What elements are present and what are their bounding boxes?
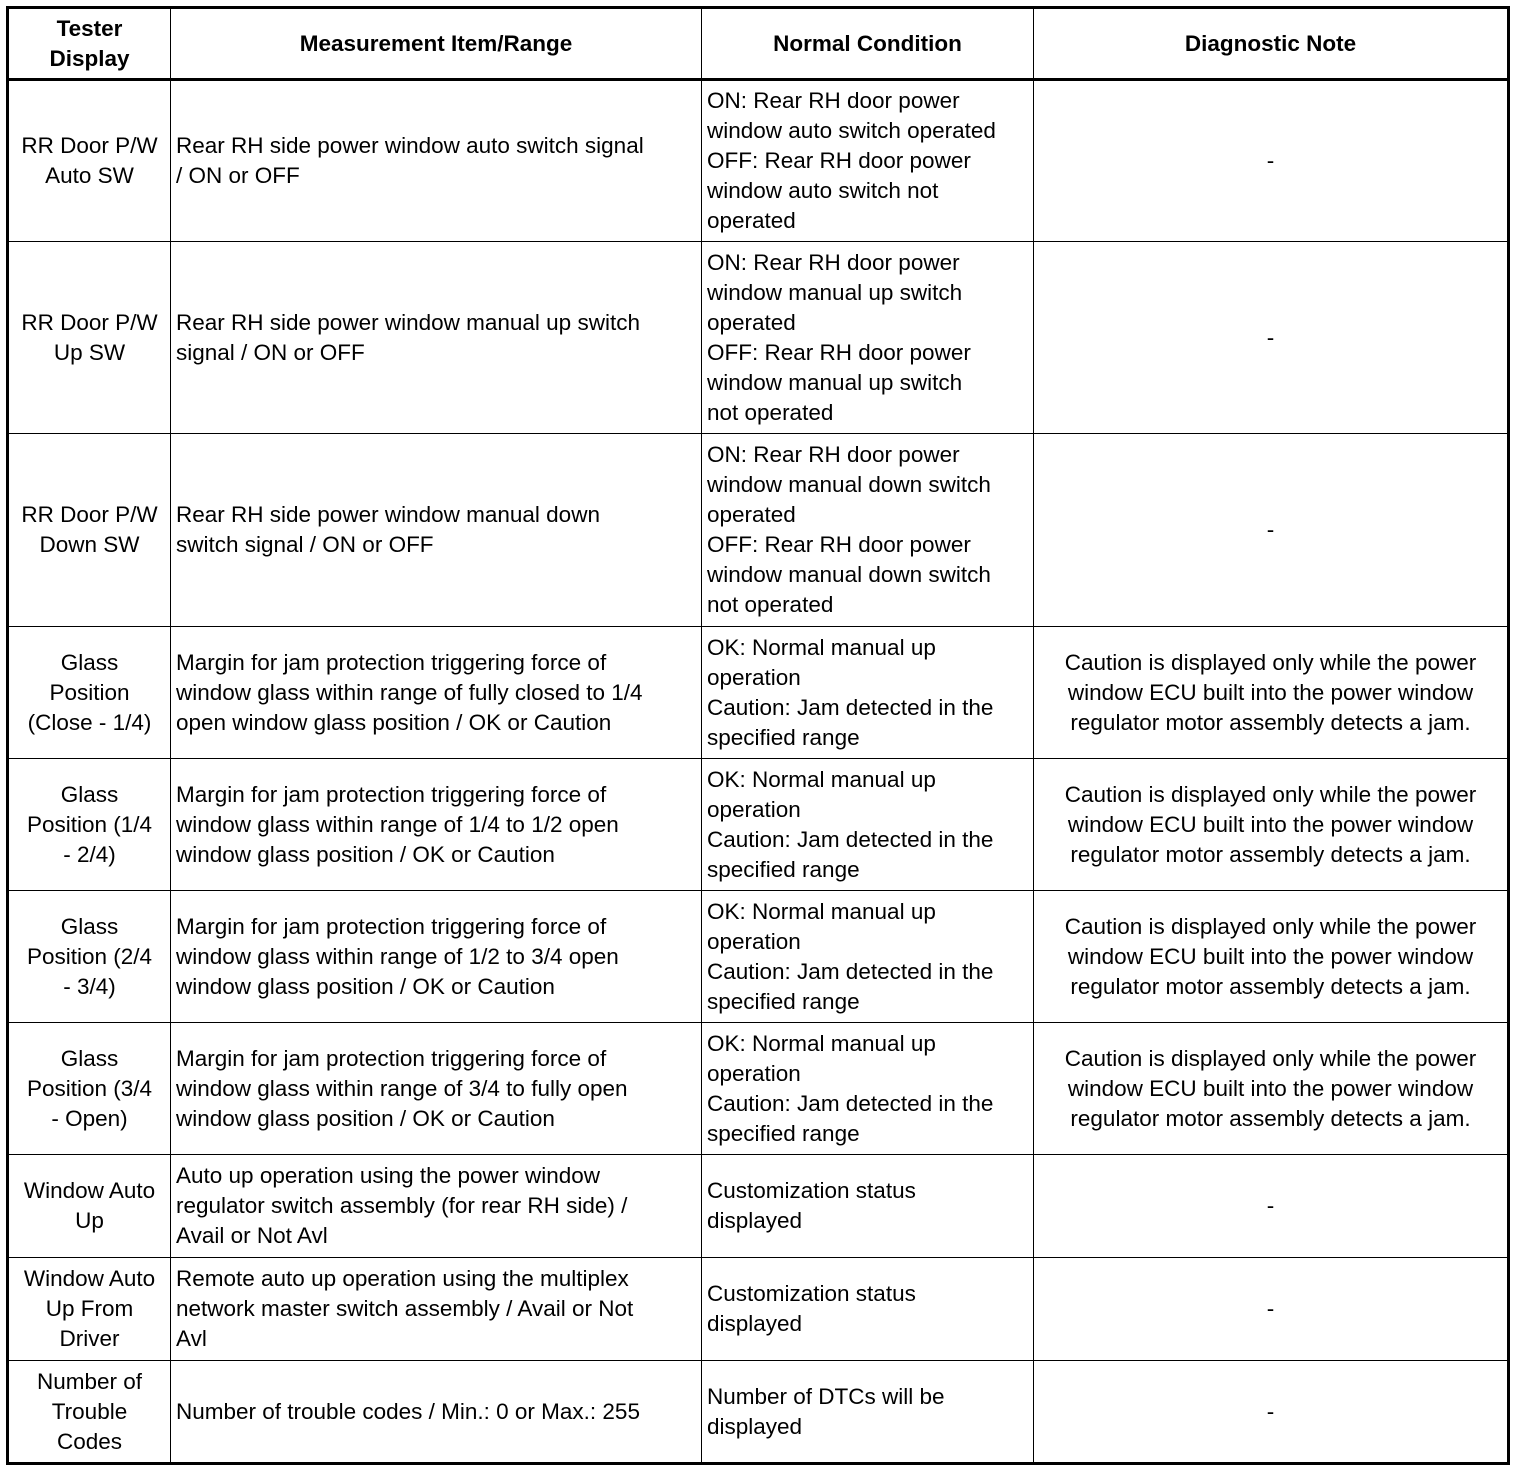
- cell-line: Caution: Jam detected in the: [707, 958, 994, 984]
- cell-measurement-item: [171, 1361, 702, 1464]
- cell-diagnostic-note: [1034, 1361, 1509, 1464]
- cell-line: Rear RH side power window manual up switch: [176, 309, 640, 335]
- cell-line: -: [1266, 1296, 1275, 1321]
- diagnostic-data-table: [6, 6, 1510, 1465]
- cell-line: - 3/4): [63, 973, 116, 999]
- cell-line: Codes: [56, 1428, 123, 1454]
- cell-line: Auto up operation using the power window: [176, 1163, 601, 1188]
- cell-line: OFF: Rear RH door power: [707, 339, 971, 365]
- header-normal-condition: Normal Condition: [702, 8, 1034, 80]
- cell-line: Number of DTCs will be: [707, 1383, 945, 1409]
- cell-line: window glass within range of fully closed to 1/4: [176, 679, 643, 705]
- cell-normal-condition: [702, 1361, 1034, 1464]
- cell-line: regulator motor assembly detects a jam.: [1070, 973, 1471, 999]
- cell-diagnostic-note: [1034, 242, 1509, 434]
- cell-line: switch signal / ON or OFF: [176, 532, 434, 557]
- cell-line: -: [1266, 324, 1275, 350]
- cell-measurement-item: [171, 627, 702, 759]
- cell-diagnostic-note: [1034, 1155, 1509, 1258]
- cell-measurement-item: [171, 1023, 702, 1155]
- cell-line: Customization status: [707, 1281, 916, 1306]
- cell-normal-condition: [702, 1155, 1034, 1258]
- cell-measurement-item: [171, 242, 702, 434]
- cell-normal-condition: [702, 759, 1034, 891]
- table-row: [8, 759, 1509, 891]
- cell-line: window glass position / OK or Caution: [176, 973, 555, 999]
- cell-line: Trouble: [51, 1398, 128, 1424]
- cell-measurement-item: [171, 891, 702, 1023]
- cell-line: OFF: Rear RH door power: [707, 148, 971, 173]
- cell-line: ON: Rear RH door power: [707, 442, 960, 467]
- cell-line: regulator motor assembly detects a jam.: [1070, 841, 1471, 867]
- cell-line: ON: Rear RH door power: [707, 88, 960, 113]
- cell-line: not operated: [707, 592, 834, 617]
- cell-line: Margin for jam protection triggering force of: [176, 781, 607, 807]
- cell-line: Margin for jam protection triggering force of: [176, 649, 607, 675]
- cell-line: -: [1266, 517, 1275, 542]
- cell-line: regulator motor assembly detects a jam.: [1070, 709, 1471, 735]
- cell-diagnostic-note: [1034, 80, 1509, 242]
- cell-line: ON: Rear RH door power: [707, 249, 960, 275]
- cell-normal-condition: [702, 242, 1034, 434]
- cell-line: Down SW: [39, 532, 140, 557]
- cell-line: Caution is displayed only while the power: [1064, 649, 1477, 675]
- cell-line: OK: Normal manual up: [707, 634, 936, 660]
- cell-line: -: [1266, 1193, 1275, 1218]
- cell-line: displayed: [707, 1413, 803, 1439]
- cell-line: Window Auto: [23, 1266, 156, 1291]
- table-header-row: [8, 8, 1509, 80]
- cell-tester-display: [8, 242, 171, 434]
- cell-line: Position (1/4: [26, 811, 153, 837]
- cell-tester-display: [8, 627, 171, 759]
- table-row: [8, 80, 1509, 242]
- cell-line: Up SW: [53, 339, 126, 365]
- cell-diagnostic-note: [1034, 434, 1509, 627]
- cell-measurement-item: [171, 434, 702, 627]
- cell-normal-condition: [702, 627, 1034, 759]
- cell-line: OK: Normal manual up: [707, 766, 936, 792]
- cell-line: operated: [707, 208, 796, 233]
- cell-normal-condition: [702, 1023, 1034, 1155]
- cell-line: window manual up switch: [707, 369, 963, 395]
- table-row: [8, 1023, 1509, 1155]
- cell-normal-condition: [702, 1258, 1034, 1361]
- cell-normal-condition: [702, 891, 1034, 1023]
- cell-line: Number of trouble codes / Min.: 0 or Max.: 255: [176, 1398, 640, 1424]
- cell-line: Avl: [176, 1326, 207, 1351]
- cell-line: Glass: [60, 781, 119, 807]
- cell-line: window ECU built into the power window: [1067, 1075, 1474, 1101]
- cell-line: Position (3/4: [26, 1075, 153, 1101]
- cell-line: network master switch assembly / Avail or Not: [176, 1296, 634, 1321]
- cell-line: Rear RH side power window auto switch signal: [176, 133, 644, 158]
- cell-line: Glass: [60, 1045, 119, 1071]
- cell-line: - 2/4): [63, 841, 116, 867]
- cell-line: Number of: [36, 1368, 143, 1394]
- cell-measurement-item: [171, 80, 702, 242]
- cell-normal-condition: [702, 434, 1034, 627]
- cell-line: (Close - 1/4): [27, 709, 152, 735]
- cell-measurement-item: [171, 1155, 702, 1258]
- cell-normal-condition: [702, 80, 1034, 242]
- cell-line: window glass within range of 1/4 to 1/2 open: [176, 811, 619, 837]
- cell-line: Customization status: [707, 1178, 916, 1203]
- cell-measurement-item: [171, 1258, 702, 1361]
- cell-line: Up: [75, 1208, 104, 1233]
- cell-tester-display: [8, 1155, 171, 1258]
- cell-line: window manual up switch: [707, 279, 963, 305]
- table-row: [8, 1155, 1509, 1258]
- cell-line: operation: [707, 796, 801, 822]
- cell-line: signal / ON or OFF: [176, 339, 365, 365]
- cell-line: OFF: Rear RH door power: [707, 532, 971, 557]
- table-row: [8, 627, 1509, 759]
- cell-line: window glass position / OK or Caution: [176, 1105, 555, 1131]
- cell-line: displayed: [707, 1208, 803, 1233]
- cell-line: Caution: Jam detected in the: [707, 826, 994, 852]
- cell-line: window ECU built into the power window: [1067, 679, 1474, 705]
- cell-tester-display: [8, 1023, 171, 1155]
- cell-diagnostic-note: [1034, 891, 1509, 1023]
- cell-line: Position: [49, 679, 130, 705]
- cell-line: operation: [707, 928, 801, 954]
- cell-line: open window glass position / OK or Caution: [176, 709, 612, 735]
- cell-line: -: [1266, 148, 1275, 173]
- cell-diagnostic-note: [1034, 759, 1509, 891]
- cell-line: Up From: [45, 1296, 134, 1321]
- cell-line: Position (2/4: [26, 943, 153, 969]
- cell-line: RR Door P/W: [21, 309, 158, 335]
- cell-line: specified range: [707, 724, 860, 750]
- cell-line: window ECU built into the power window: [1067, 811, 1474, 837]
- header-tester-display-line: Tester: [56, 15, 123, 41]
- table-row: [8, 434, 1509, 627]
- cell-line: operation: [707, 664, 801, 690]
- cell-line: Glass: [60, 913, 119, 939]
- table-row: [8, 1258, 1509, 1361]
- cell-line: specified range: [707, 1120, 860, 1146]
- cell-line: not operated: [707, 399, 834, 425]
- table-row: [8, 242, 1509, 434]
- cell-line: / ON or OFF: [176, 163, 300, 188]
- cell-line: window auto switch operated: [707, 118, 996, 143]
- cell-line: operation: [707, 1060, 801, 1086]
- table-row: [8, 1361, 1509, 1464]
- cell-line: Caution is displayed only while the power: [1064, 1045, 1477, 1071]
- cell-tester-display: [8, 891, 171, 1023]
- cell-tester-display: [8, 80, 171, 242]
- cell-line: window manual down switch: [707, 472, 991, 497]
- cell-line: window glass within range of 3/4 to fully open: [176, 1075, 628, 1101]
- cell-line: specified range: [707, 988, 860, 1014]
- table-row: [8, 891, 1509, 1023]
- cell-line: Auto SW: [45, 163, 134, 188]
- cell-line: operated: [707, 309, 796, 335]
- cell-line: window auto switch not: [707, 178, 939, 203]
- cell-tester-display: [8, 1361, 171, 1464]
- cell-line: RR Door P/W: [21, 133, 158, 158]
- header-tester-display-line: Display: [49, 45, 130, 71]
- cell-tester-display: [8, 1258, 171, 1361]
- cell-line: Avail or Not Avl: [176, 1223, 328, 1248]
- cell-line: Caution: Jam detected in the: [707, 1090, 994, 1116]
- header-tester-display: [8, 8, 171, 80]
- header-measurement-item: Measurement Item/Range: [171, 8, 702, 80]
- cell-line: regulator switch assembly (for rear RH side) /: [176, 1193, 628, 1218]
- cell-line: window manual down switch: [707, 562, 991, 587]
- cell-line: Window Auto: [23, 1178, 156, 1203]
- cell-diagnostic-note: [1034, 1023, 1509, 1155]
- cell-line: Caution: Jam detected in the: [707, 694, 994, 720]
- cell-line: operated: [707, 502, 796, 527]
- cell-line: window glass within range of 1/2 to 3/4 open: [176, 943, 619, 969]
- cell-line: Caution is displayed only while the power: [1064, 781, 1477, 807]
- cell-line: OK: Normal manual up: [707, 1030, 936, 1056]
- cell-line: displayed: [707, 1311, 803, 1336]
- cell-line: Glass: [60, 649, 119, 675]
- cell-line: specified range: [707, 856, 860, 882]
- cell-diagnostic-note: [1034, 1258, 1509, 1361]
- cell-tester-display: [8, 759, 171, 891]
- header-diagnostic-note: Diagnostic Note: [1034, 8, 1509, 80]
- cell-line: window glass position / OK or Caution: [176, 841, 555, 867]
- cell-line: regulator motor assembly detects a jam.: [1070, 1105, 1471, 1131]
- cell-line: - Open): [51, 1105, 128, 1131]
- cell-line: Caution is displayed only while the power: [1064, 913, 1477, 939]
- cell-tester-display: [8, 434, 171, 627]
- cell-line: Margin for jam protection triggering force of: [176, 913, 607, 939]
- cell-line: Driver: [59, 1326, 120, 1351]
- cell-line: Remote auto up operation using the multiplex: [176, 1266, 629, 1291]
- cell-measurement-item: [171, 759, 702, 891]
- cell-diagnostic-note: [1034, 627, 1509, 759]
- cell-line: -: [1266, 1398, 1275, 1424]
- cell-line: RR Door P/W: [21, 502, 158, 527]
- cell-line: Rear RH side power window manual down: [176, 502, 600, 527]
- cell-line: OK: Normal manual up: [707, 898, 936, 924]
- cell-line: Margin for jam protection triggering force of: [176, 1045, 607, 1071]
- cell-line: window ECU built into the power window: [1067, 943, 1474, 969]
